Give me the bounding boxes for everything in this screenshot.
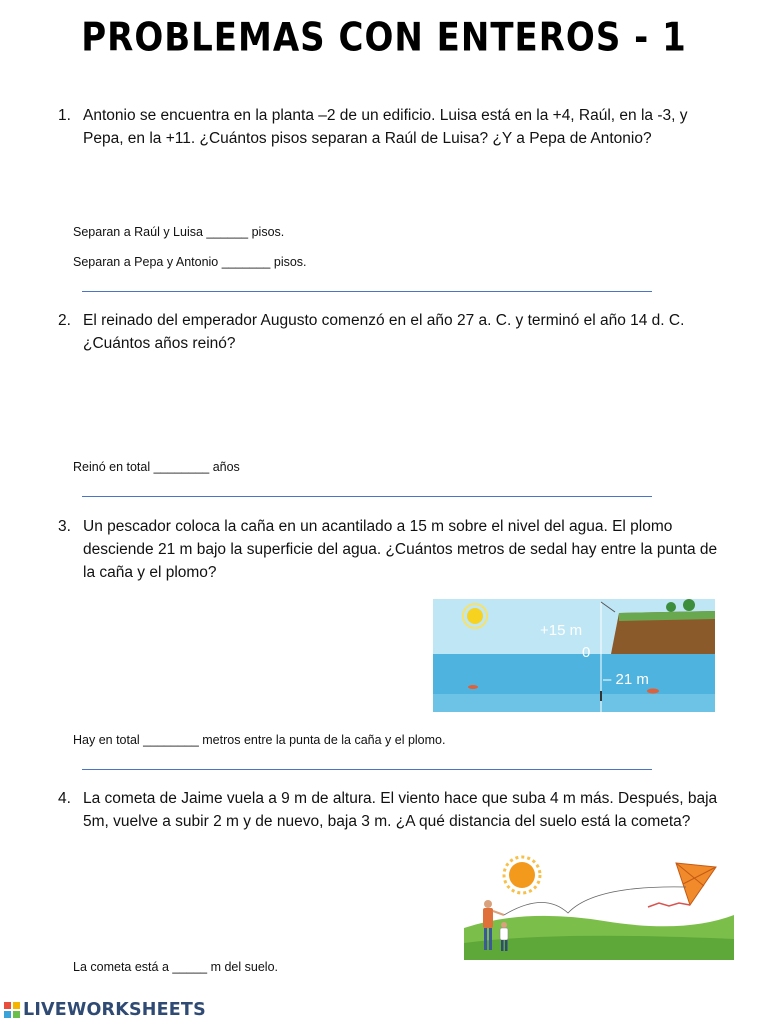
liveworksheets-logo-icon (4, 1002, 20, 1018)
fish-icon (647, 689, 659, 694)
problem-text: Un pescador coloca la caña en un acantilado a 15 m sobre el nivel del agua. El plomo desciende 21 m bajo la superficie del agua. ¿Cuántos metros de sedal hay entre la punta de la caña y el plomo? (83, 518, 718, 581)
answer-line[interactable]: Separan a Raúl y Luisa ______ pisos. (73, 225, 285, 239)
footer-brand[interactable]: LIVEWORKSHEETS (23, 1000, 206, 1020)
problem-text: La cometa de Jaime vuela a 9 m de altura. El viento hace que suba 4 m más. Después, baja 5m, vuelve a subir 2 m y de nuevo, baja 3 m. ¿A qué distancia del suelo está la cometa? (83, 790, 718, 830)
section-divider (82, 769, 652, 770)
problem-number: 2. (58, 312, 71, 329)
problem-1 (58, 104, 728, 150)
answer-line[interactable]: La cometa está a _____ m del suelo. (73, 960, 278, 974)
answer-line[interactable]: Reinó en total ________ años (73, 460, 240, 474)
cliff-fishing-illustration (433, 599, 715, 712)
section-divider (82, 291, 652, 292)
label-above: +15 m (540, 622, 583, 639)
problem-number: 4. (58, 790, 71, 807)
problem-number: 3. (58, 518, 71, 535)
kite-illustration (464, 853, 734, 960)
footer (4, 998, 206, 1022)
sun-icon (467, 608, 483, 624)
problem-text: El reinado del emperador Augusto comenzó en el año 27 a. C. y terminó el año 14 d. C. ¿Cuántos años reinó? (83, 312, 685, 352)
fish-icon (468, 685, 478, 689)
section-divider (82, 496, 652, 497)
problem-number: 1. (58, 107, 71, 124)
problem-4 (58, 787, 728, 833)
label-zero: 0 (582, 644, 591, 661)
label-below: – 21 m (603, 671, 649, 688)
answer-line[interactable]: Separan a Pepa y Antonio _______ pisos. (73, 255, 307, 269)
problem-3 (58, 515, 728, 584)
page-title: PROBLEMAS CON ENTEROS - 1 (81, 15, 687, 61)
problem-2 (58, 309, 728, 355)
answer-line[interactable]: Hay en total ________ metros entre la punta de la caña y el plomo. (73, 733, 446, 747)
problem-text: Antonio se encuentra en la planta –2 de un edificio. Luisa está en la +4, Raúl, en la -3, y Pepa, en la +11. ¿Cuántos pisos separan a Raúl de Luisa? ¿Y a Pepa de Antonio? (83, 107, 688, 147)
